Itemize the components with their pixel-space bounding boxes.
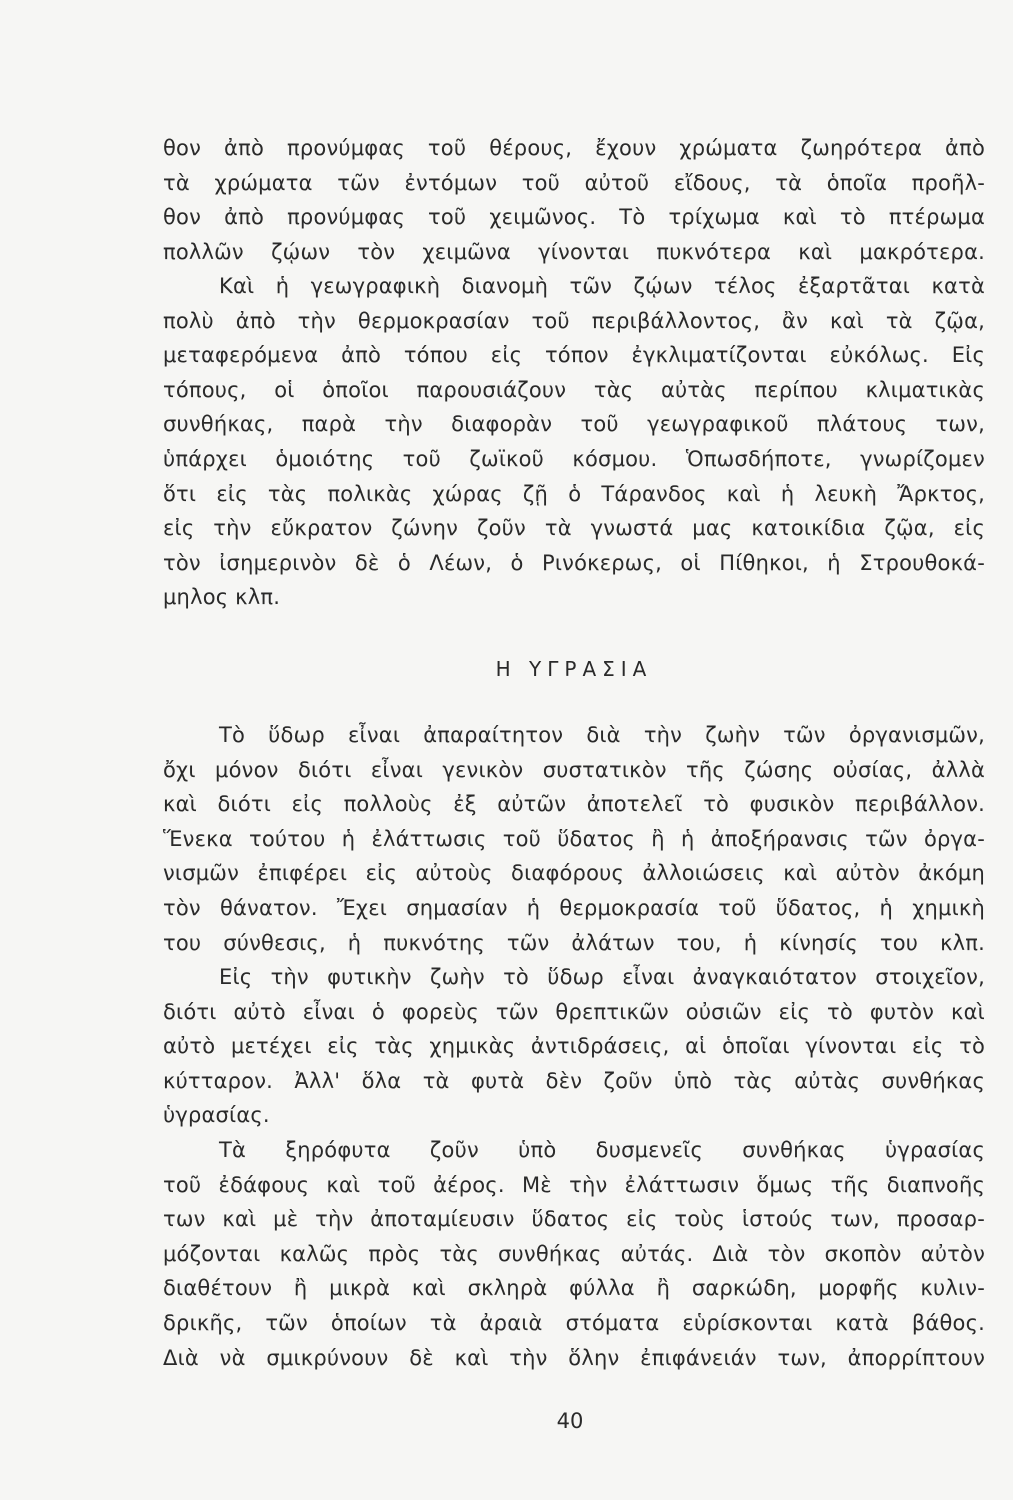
text-line: αὐτὸ μετέχει εἰς τὰς χημικὰς ἀντιδράσεις, αἱ ὁποῖαι γίνονται εἰς τὸ	[163, 1034, 985, 1059]
text-line: μηλος κλπ.	[163, 585, 281, 610]
text-line: Τὸ ὕδωρ εἶναι ἀπαραίτητον διὰ τὴν ζωὴν τῶν ὀργανισμῶν,	[219, 723, 985, 747]
text-line: μόζονται καλῶς πρὸς τὰς συνθήκας αὐτάς. Διὰ τὸν σκοπὸν αὐτὸν	[163, 1241, 985, 1266]
text-line: εἰς τὴν εὔκρατον ζώνην ζοῦν τὰ γνωστά μας κατοικίδια ζῷα, εἰς	[163, 516, 985, 541]
paragraph-xerophytes	[163, 1133, 985, 1375]
text-line: τὸν ἰσημερινὸν δὲ ὁ Λέων, ὁ Ρινόκερως, οἱ Πίθηκοι, ἡ Στρουθοκά-	[163, 550, 985, 575]
text-line: δρικῆς, τῶν ὁποίων τὰ ἀραιὰ στόματα εὑρίσκονται κατὰ βάθος.	[163, 1310, 985, 1335]
text-line: ὅτι εἰς τὰς πολικὰς χώρας ζῇ ὁ Τάρανδος καὶ ἡ λευκὴ Ἄρκτος,	[163, 481, 985, 506]
text-line: νισμῶν ἐπιφέρει εἰς αὐτοὺς διαφόρους ἀλλοιώσεις καὶ αὐτὸν ἀκόμη	[163, 861, 985, 886]
text-line: των καὶ μὲ τὴν ἀποταμίευσιν ὕδατος εἰς τοὺς ἱστούς των, προσαρ-	[163, 1207, 985, 1232]
text-line: Ἕνεκα τούτου ἡ ἐλάττωσις τοῦ ὕδατος ἢ ἡ ἀποξήρανσις τῶν ὀργα-	[163, 826, 985, 851]
text-line: πολὺ ἀπὸ τὴν θερμοκρασίαν τοῦ περιβάλλοντος, ἂν καὶ τὰ ζῷα,	[163, 308, 985, 333]
text-line: ὑγρασίας.	[163, 1103, 270, 1128]
paragraph-water-necessity	[163, 718, 985, 960]
text-line: ὑπάρχει ὁμοιότης τοῦ ζωϊκοῦ κόσμου. Ὁπωσδήποτε, γνωρίζομεν	[163, 446, 985, 471]
text-line: θον ἀπὸ προνύμφας τοῦ θέρους, ἔχουν χρώματα ζωηρότερα ἀπὸ	[163, 136, 985, 160]
text-line: συνθήκας, παρὰ τὴν διαφορὰν τοῦ γεωγραφικοῦ πλάτους των,	[163, 412, 985, 437]
text-line: τὸν θάνατον. Ἔχει σημασίαν ἡ θερμοκρασία τοῦ ὕδατος, ἡ χημικὴ	[163, 895, 985, 920]
section-heading: Η ΥΓΡΑΣΙΑ	[495, 657, 653, 681]
text-line: Τὰ ξηρόφυτα ζοῦν ὑπὸ δυσμενεῖς συνθήκας ὑγρασίας	[219, 1138, 985, 1162]
text-line: του σύνθεσις, ἡ πυκνότης τῶν ἀλάτων του, ἡ κίνησίς του κλπ.	[163, 930, 985, 955]
text-line: τὰ χρώματα τῶν ἐντόμων τοῦ αὐτοῦ εἴδους, τὰ ὁποῖα προῆλ-	[163, 170, 985, 195]
paragraph-geographic-distribution	[163, 269, 985, 615]
text-line: τοῦ ἐδάφους καὶ τοῦ ἀέρος. Μὲ τὴν ἐλάττωσιν ὅμως τῆς διαπνοῆς	[163, 1172, 985, 1197]
text-line: μεταφερόμενα ἀπὸ τόπου εἰς τόπον ἐγκλιματίζονται εὐκόλως. Εἰς	[163, 343, 985, 368]
text-line: κύτταρον. Ἀλλ' ὅλα τὰ φυτὰ δὲν ζοῦν ὑπὸ τὰς αὐτὰς συνθήκας	[163, 1068, 985, 1093]
text-line: πολλῶν ζῴων τὸν χειμῶνα γίνονται πυκνότερα καὶ μακρότερα.	[163, 239, 985, 264]
text-line: διαθέτουν ἢ μικρὰ καὶ σκληρὰ φύλλα ἢ σαρκώδη, μορφῆς κυλιν-	[163, 1276, 985, 1301]
text-line: διότι αὐτὸ εἶναι ὁ φορεὺς τῶν θρεπτικῶν οὐσιῶν εἰς τὸ φυτὸν καὶ	[163, 999, 985, 1024]
paragraph-plant-life	[163, 960, 985, 1133]
paragraph-continued	[163, 131, 985, 269]
text-line: Εἰς τὴν φυτικὴν ζωὴν τὸ ὕδωρ εἶναι ἀναγκαιότατον στοιχεῖον,	[219, 965, 985, 989]
text-line: θον ἀπὸ προνύμφας τοῦ χειμῶνος. Τὸ τρίχωμα καὶ τὸ πτέρωμα	[163, 205, 985, 230]
text-line: τόπους, οἱ ὁποῖοι παρουσιάζουν τὰς αὐτὰς περίπου κλιματικὰς	[163, 377, 985, 402]
text-line: Καὶ ἡ γεωγραφικὴ διανομὴ τῶν ζῴων τέλος ἐξαρτᾶται κατὰ	[219, 274, 985, 298]
text-line: Διὰ νὰ σμικρύνουν δὲ καὶ τὴν ὅλην ἐπιφάνειάν των, ἀπορρίπτουν	[163, 1345, 985, 1370]
text-line: καὶ διότι εἰς πολλοὺς ἐξ αὐτῶν ἀποτελεῖ τὸ φυσικὸν περιβάλλον.	[163, 792, 985, 817]
page-number: 40	[556, 1409, 584, 1433]
text-line: ὄχι μόνον διότι εἶναι γενικὸν συστατικὸν τῆς ζώσης οὐσίας, ἀλλὰ	[163, 757, 985, 782]
